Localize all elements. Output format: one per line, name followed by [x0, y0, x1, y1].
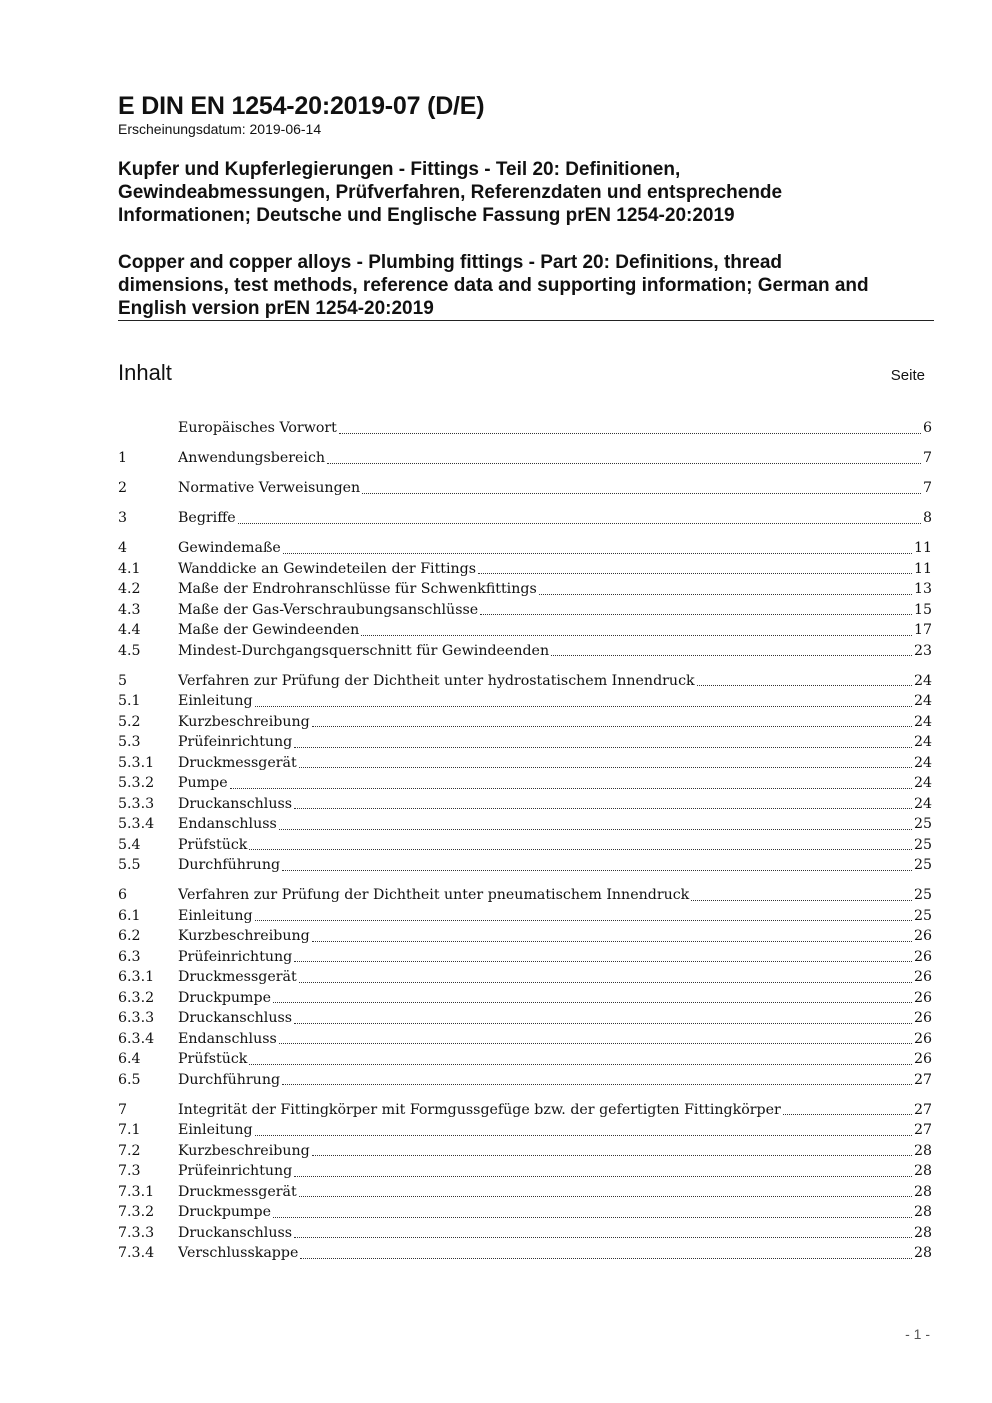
toc-entry-page: 24 [913, 672, 932, 689]
toc-entry-number: 6.3.4 [118, 1030, 155, 1047]
toc-entry-page: 28 [913, 1204, 932, 1220]
title-english-line: English version prEN 1254-20:2019 [118, 298, 434, 319]
toc-entry-body [178, 1070, 932, 1091]
toc-entry[interactable] [118, 906, 932, 927]
toc-dot-leader [299, 1182, 912, 1203]
toc-entry[interactable] [118, 712, 932, 733]
toc-dot-leader [783, 1100, 912, 1121]
toc-entry-page: 24 [913, 713, 932, 730]
toc-entry-number: 7.3.1 [118, 1183, 155, 1200]
toc-entry-page: 28 [913, 1224, 932, 1241]
toc-entry[interactable] [118, 508, 932, 529]
toc-dot-leader [697, 671, 912, 692]
toc-entry-title: Wanddicke an Gewindeteilen der Fittings [178, 560, 477, 577]
toc-entry-title: Druckpumpe [178, 1204, 271, 1220]
toc-entry[interactable] [118, 947, 932, 968]
toc-entry[interactable] [118, 1161, 932, 1182]
toc-entry-body [178, 478, 932, 499]
toc-dot-leader [283, 538, 912, 559]
toc-entry-number: 4 [118, 540, 128, 556]
toc-entry-body [178, 448, 932, 469]
toc-entry-page: 24 [913, 693, 932, 709]
toc-entry-page: 26 [913, 969, 932, 985]
toc-entry-body [178, 671, 932, 692]
page-number: - 1 - [905, 1326, 930, 1342]
toc-entry[interactable] [118, 448, 932, 469]
toc-entry-number: 6.3.2 [118, 989, 155, 1006]
publication-date: Erscheinungsdatum: 2019-06-14 [118, 121, 322, 137]
toc-entry[interactable] [118, 773, 932, 794]
toc-entry-title: Durchführung [178, 857, 281, 873]
toc-dot-leader [230, 773, 912, 794]
toc-dot-leader [249, 1049, 912, 1070]
toc-entry-body [178, 1008, 932, 1029]
toc-entry-number: 6.3.3 [118, 1010, 155, 1026]
toc-entry-title: Begriffe [178, 510, 236, 526]
toc-entry[interactable] [118, 988, 932, 1009]
toc-entry-body [178, 988, 932, 1009]
toc-entry-title: Druckmessgerät [178, 1183, 297, 1200]
toc-entry[interactable] [118, 1100, 932, 1121]
toc-entry[interactable] [118, 835, 932, 856]
toc-entry-title: Maße der Gas-Verschraubungsanschlüsse [178, 601, 479, 618]
toc-entry[interactable] [118, 794, 932, 815]
title-german [118, 158, 928, 227]
toc-entry-title: Endanschluss [178, 1030, 277, 1047]
toc-entry-body [178, 855, 932, 876]
toc-entry-title: Kurzbeschreibung [178, 1142, 310, 1159]
toc-entry-page: 26 [913, 928, 932, 944]
toc-entry-number: 6.2 [118, 928, 141, 944]
toc-entry-title: Druckanschluss [178, 1010, 293, 1026]
toc-entry-number: 5.3.3 [118, 795, 155, 812]
toc-entry-title: Verfahren zur Prüfung der Dichtheit unter pneumatischem Innendruck [178, 887, 690, 903]
toc-entry-title: Druckanschluss [178, 1224, 293, 1241]
toc-entry-title: Mindest-Durchgangsquerschnitt für Gewindeenden [178, 642, 550, 659]
toc-entry-number: 2 [118, 480, 128, 496]
toc-entry-title: Endanschluss [178, 816, 277, 832]
toc-entry-body [178, 967, 932, 988]
toc-entry[interactable] [118, 641, 932, 662]
toc-entry-page: 6 [922, 420, 932, 436]
toc-entry-number: 4.2 [118, 581, 141, 597]
toc-entry-title: Kurzbeschreibung [178, 713, 310, 730]
toc-entry-title: Maße der Endrohranschlüsse für Schwenkfittings [178, 581, 537, 597]
table-of-contents [118, 418, 932, 1264]
toc-page-column-label: Seite [890, 367, 925, 384]
toc-entry-number: 6.4 [118, 1051, 141, 1067]
toc-entry-page: 11 [913, 540, 932, 556]
toc-entry-body [178, 1182, 932, 1203]
toc-entry-number: 5 [118, 672, 128, 689]
toc-entry-page: 26 [913, 948, 932, 965]
toc-entry-page: 17 [913, 622, 932, 638]
toc-dot-leader [312, 712, 912, 733]
toc-entry-body [178, 600, 932, 621]
toc-entry-page: 27 [913, 1101, 932, 1118]
toc-entry[interactable] [118, 418, 932, 439]
toc-entry-number: 7.2 [118, 1142, 141, 1159]
toc-dot-leader [294, 947, 912, 968]
toc-entry-title: Pumpe [178, 775, 228, 791]
toc-entry-page: 7 [922, 450, 932, 466]
toc-entry-body [178, 418, 932, 439]
toc-entry-page: 25 [913, 857, 932, 873]
toc-entry-title: Druckmessgerät [178, 969, 297, 985]
toc-entry-number: 1 [118, 450, 128, 466]
toc-entry-page: 25 [913, 887, 932, 903]
toc-entry-number: 3 [118, 510, 128, 526]
toc-entry[interactable] [118, 1008, 932, 1029]
toc-entry-body [178, 794, 932, 815]
toc-entry-body [178, 1049, 932, 1070]
toc-entry-title: Maße der Gewindeenden [178, 622, 360, 638]
toc-entry-number: 4.5 [118, 642, 141, 659]
toc-entry[interactable] [118, 620, 932, 641]
toc-entry-number: 5.3.1 [118, 754, 155, 771]
toc-entry-page: 27 [913, 1122, 932, 1138]
toc-dot-leader [238, 508, 921, 529]
toc-entry-page: 25 [913, 907, 932, 924]
toc-entry-number: 7.3 [118, 1163, 141, 1179]
toc-entry-number: 5.3.4 [118, 816, 155, 832]
toc-entry-page: 26 [913, 1010, 932, 1026]
toc-dot-leader [273, 1202, 912, 1223]
toc-entry-page: 28 [913, 1142, 932, 1159]
toc-dot-leader [300, 1243, 912, 1264]
toc-dot-leader [294, 1161, 912, 1182]
toc-dot-leader [249, 835, 912, 856]
toc-dot-leader [255, 906, 912, 927]
toc-entry-page: 15 [913, 601, 932, 618]
toc-entry-page: 11 [913, 560, 932, 577]
toc-entry-body [178, 559, 932, 580]
toc-entry-page: 24 [913, 775, 932, 791]
toc-dot-leader [539, 579, 912, 600]
toc-entry[interactable] [118, 538, 932, 559]
title-german-line: Gewindeabmessungen, Prüfverfahren, Referenzdaten und entsprechende [118, 182, 783, 203]
toc-entry-title: Verfahren zur Prüfung der Dichtheit unter hydrostatischem Innendruck [178, 672, 695, 689]
toc-entry-number: 5.1 [118, 693, 141, 709]
toc-entry-body [178, 1120, 932, 1141]
toc-entry-body [178, 753, 932, 774]
toc-entry-body [178, 906, 932, 927]
toc-entry-body [178, 1161, 932, 1182]
toc-entry-page: 25 [913, 816, 932, 832]
toc-entry-number: 6.3 [118, 948, 141, 965]
toc-entry-number: 6.5 [118, 1071, 141, 1088]
toc-entry-body [178, 712, 932, 733]
toc-entry[interactable] [118, 1202, 932, 1223]
toc-entry-title: Gewindemaße [178, 540, 281, 556]
toc-entry-number [118, 418, 178, 439]
toc-entry[interactable] [118, 671, 932, 692]
toc-entry-number: 7.3.2 [118, 1204, 155, 1220]
toc-entry-body [178, 1029, 932, 1050]
toc-entry[interactable] [118, 1243, 932, 1264]
toc-entry[interactable] [118, 753, 932, 774]
toc-dot-leader [294, 732, 912, 753]
toc-entry-title: Prüfstück [178, 836, 248, 853]
toc-entry-body [178, 1141, 932, 1162]
toc-entry-number: 4.4 [118, 622, 141, 638]
toc-entry[interactable] [118, 579, 932, 600]
toc-entry-body [178, 1243, 932, 1264]
title-english-line: Copper and copper alloys - Plumbing fittings - Part 20: Definitions, thread [118, 252, 783, 273]
toc-entry-number: 7.3.4 [118, 1245, 155, 1261]
toc-dot-leader [361, 620, 912, 641]
toc-heading: Inhalt [118, 360, 172, 385]
toc-entry-body [178, 885, 932, 906]
toc-entry-title: Prüfeinrichtung [178, 948, 293, 965]
toc-dot-leader [299, 753, 912, 774]
toc-entry-page: 23 [913, 642, 932, 659]
toc-dot-leader [255, 691, 912, 712]
toc-dot-leader [339, 418, 921, 439]
toc-entry[interactable] [118, 814, 932, 835]
toc-dot-leader [282, 855, 912, 876]
toc-entry-body [178, 641, 932, 662]
toc-entry-number: 5.5 [118, 857, 141, 873]
toc-entry-title: Einleitung [178, 1122, 253, 1138]
toc-entry[interactable] [118, 1182, 932, 1203]
toc-entry-page: 26 [913, 1051, 932, 1067]
toc-entry-title: Druckanschluss [178, 795, 293, 812]
toc-entry-page: 24 [913, 734, 932, 750]
toc-entry-title: Einleitung [178, 693, 253, 709]
toc-entry-number: 5.4 [118, 836, 141, 853]
toc-dot-leader [362, 478, 921, 499]
toc-entry-number: 7.1 [118, 1122, 141, 1138]
toc-dot-leader [294, 1008, 912, 1029]
toc-entry-page: 13 [913, 581, 932, 597]
toc-entry-page: 28 [913, 1183, 932, 1200]
toc-dot-leader [279, 1029, 912, 1050]
toc-entry-number: 6.1 [118, 907, 141, 924]
toc-entry-title: Normative Verweisungen [178, 480, 361, 496]
toc-entry-title: Prüfeinrichtung [178, 734, 293, 750]
toc-entry-page: 25 [913, 836, 932, 853]
toc-entry-body [178, 835, 932, 856]
toc-entry-page: 27 [913, 1071, 932, 1088]
toc-entry[interactable] [118, 1049, 932, 1070]
toc-entry[interactable] [118, 600, 932, 621]
toc-entry-number: 4.1 [118, 560, 141, 577]
toc-entry-title: Druckpumpe [178, 989, 271, 1006]
toc-dot-leader [294, 1223, 912, 1244]
title-english-line: dimensions, test methods, reference data and supporting information; German and [118, 275, 869, 296]
toc-dot-leader [279, 814, 912, 835]
toc-entry-number: 4.3 [118, 601, 141, 618]
toc-entry[interactable] [118, 1141, 932, 1162]
toc-entry-page: 24 [913, 795, 932, 812]
toc-entry-body [178, 773, 932, 794]
toc-entry-title: Europäisches Vorwort [178, 420, 337, 436]
toc-dot-leader [480, 600, 912, 621]
title-german-line: Informationen; Deutsche und Englische Fassung prEN 1254-20:2019 [118, 205, 735, 226]
toc-dot-leader [294, 794, 912, 815]
toc-entry-number: 5.3.2 [118, 775, 155, 791]
toc-dot-leader [255, 1120, 912, 1141]
toc-entry-title: Prüfstück [178, 1051, 248, 1067]
toc-entry[interactable] [118, 1029, 932, 1050]
toc-entry-body [178, 947, 932, 968]
toc-entry-page: 26 [913, 989, 932, 1006]
toc-entry-body [178, 579, 932, 600]
toc-entry-body [178, 691, 932, 712]
toc-entry-number: 6 [118, 887, 128, 903]
toc-entry-body [178, 1100, 932, 1121]
toc-entry-body [178, 814, 932, 835]
document-id: E DIN EN 1254-20:2019-07 (D/E) [118, 92, 485, 120]
toc-entry-page: 26 [913, 1030, 932, 1047]
toc-entry-title: Durchführung [178, 1071, 281, 1088]
toc-entry-number: 7.3.3 [118, 1224, 155, 1241]
title-german-line: Kupfer und Kupferlegierungen - Fittings - Teil 20: Definitionen, [118, 159, 681, 180]
toc-entry[interactable] [118, 855, 932, 876]
toc-entry[interactable] [118, 559, 932, 580]
toc-entry[interactable] [118, 967, 932, 988]
toc-entry[interactable] [118, 478, 932, 499]
toc-dot-leader [312, 1141, 912, 1162]
toc-entry-title: Verschlusskappe [178, 1245, 299, 1261]
toc-entry-page: 7 [922, 480, 932, 496]
toc-entry-body [178, 508, 932, 529]
toc-entry-body [178, 926, 932, 947]
toc-entry-title: Integrität der Fittingkörper mit Formgussgefüge bzw. der gefertigten Fittingkörper [178, 1101, 781, 1118]
toc-entry-title: Einleitung [178, 907, 253, 924]
toc-entry-body [178, 538, 932, 559]
toc-entry[interactable] [118, 1070, 932, 1091]
toc-entry-page: 28 [913, 1245, 932, 1261]
toc-dot-leader [273, 988, 912, 1009]
toc-entry-body [178, 1202, 932, 1223]
toc-entry-title: Anwendungsbereich [178, 450, 326, 466]
toc-entry-page: 28 [913, 1163, 932, 1179]
toc-entry-title: Prüfeinrichtung [178, 1163, 293, 1179]
toc-entry-page: 24 [913, 754, 932, 771]
toc-entry-page: 8 [922, 510, 932, 526]
toc-dot-leader [327, 448, 921, 469]
toc-entry-number: 5.2 [118, 713, 141, 730]
toc-dot-leader [312, 926, 912, 947]
toc-entry[interactable] [118, 926, 932, 947]
title-english [118, 251, 928, 320]
toc-entry[interactable] [118, 732, 932, 753]
title-divider [118, 320, 934, 321]
toc-entry[interactable] [118, 1120, 932, 1141]
toc-entry-body [178, 732, 932, 753]
toc-entry[interactable] [118, 691, 932, 712]
toc-dot-leader [282, 1070, 912, 1091]
toc-dot-leader [551, 641, 912, 662]
toc-entry-title: Kurzbeschreibung [178, 928, 310, 944]
toc-entry[interactable] [118, 885, 932, 906]
toc-entry-number: 5.3 [118, 734, 141, 750]
toc-entry-body [178, 1223, 932, 1244]
toc-entry-title: Druckmessgerät [178, 754, 297, 771]
toc-entry-number: 6.3.1 [118, 969, 155, 985]
toc-dot-leader [478, 559, 912, 580]
toc-dot-leader [299, 967, 912, 988]
toc-entry-number: 7 [118, 1101, 128, 1118]
toc-entry[interactable] [118, 1223, 932, 1244]
toc-entry-body [178, 620, 932, 641]
toc-dot-leader [691, 885, 912, 906]
